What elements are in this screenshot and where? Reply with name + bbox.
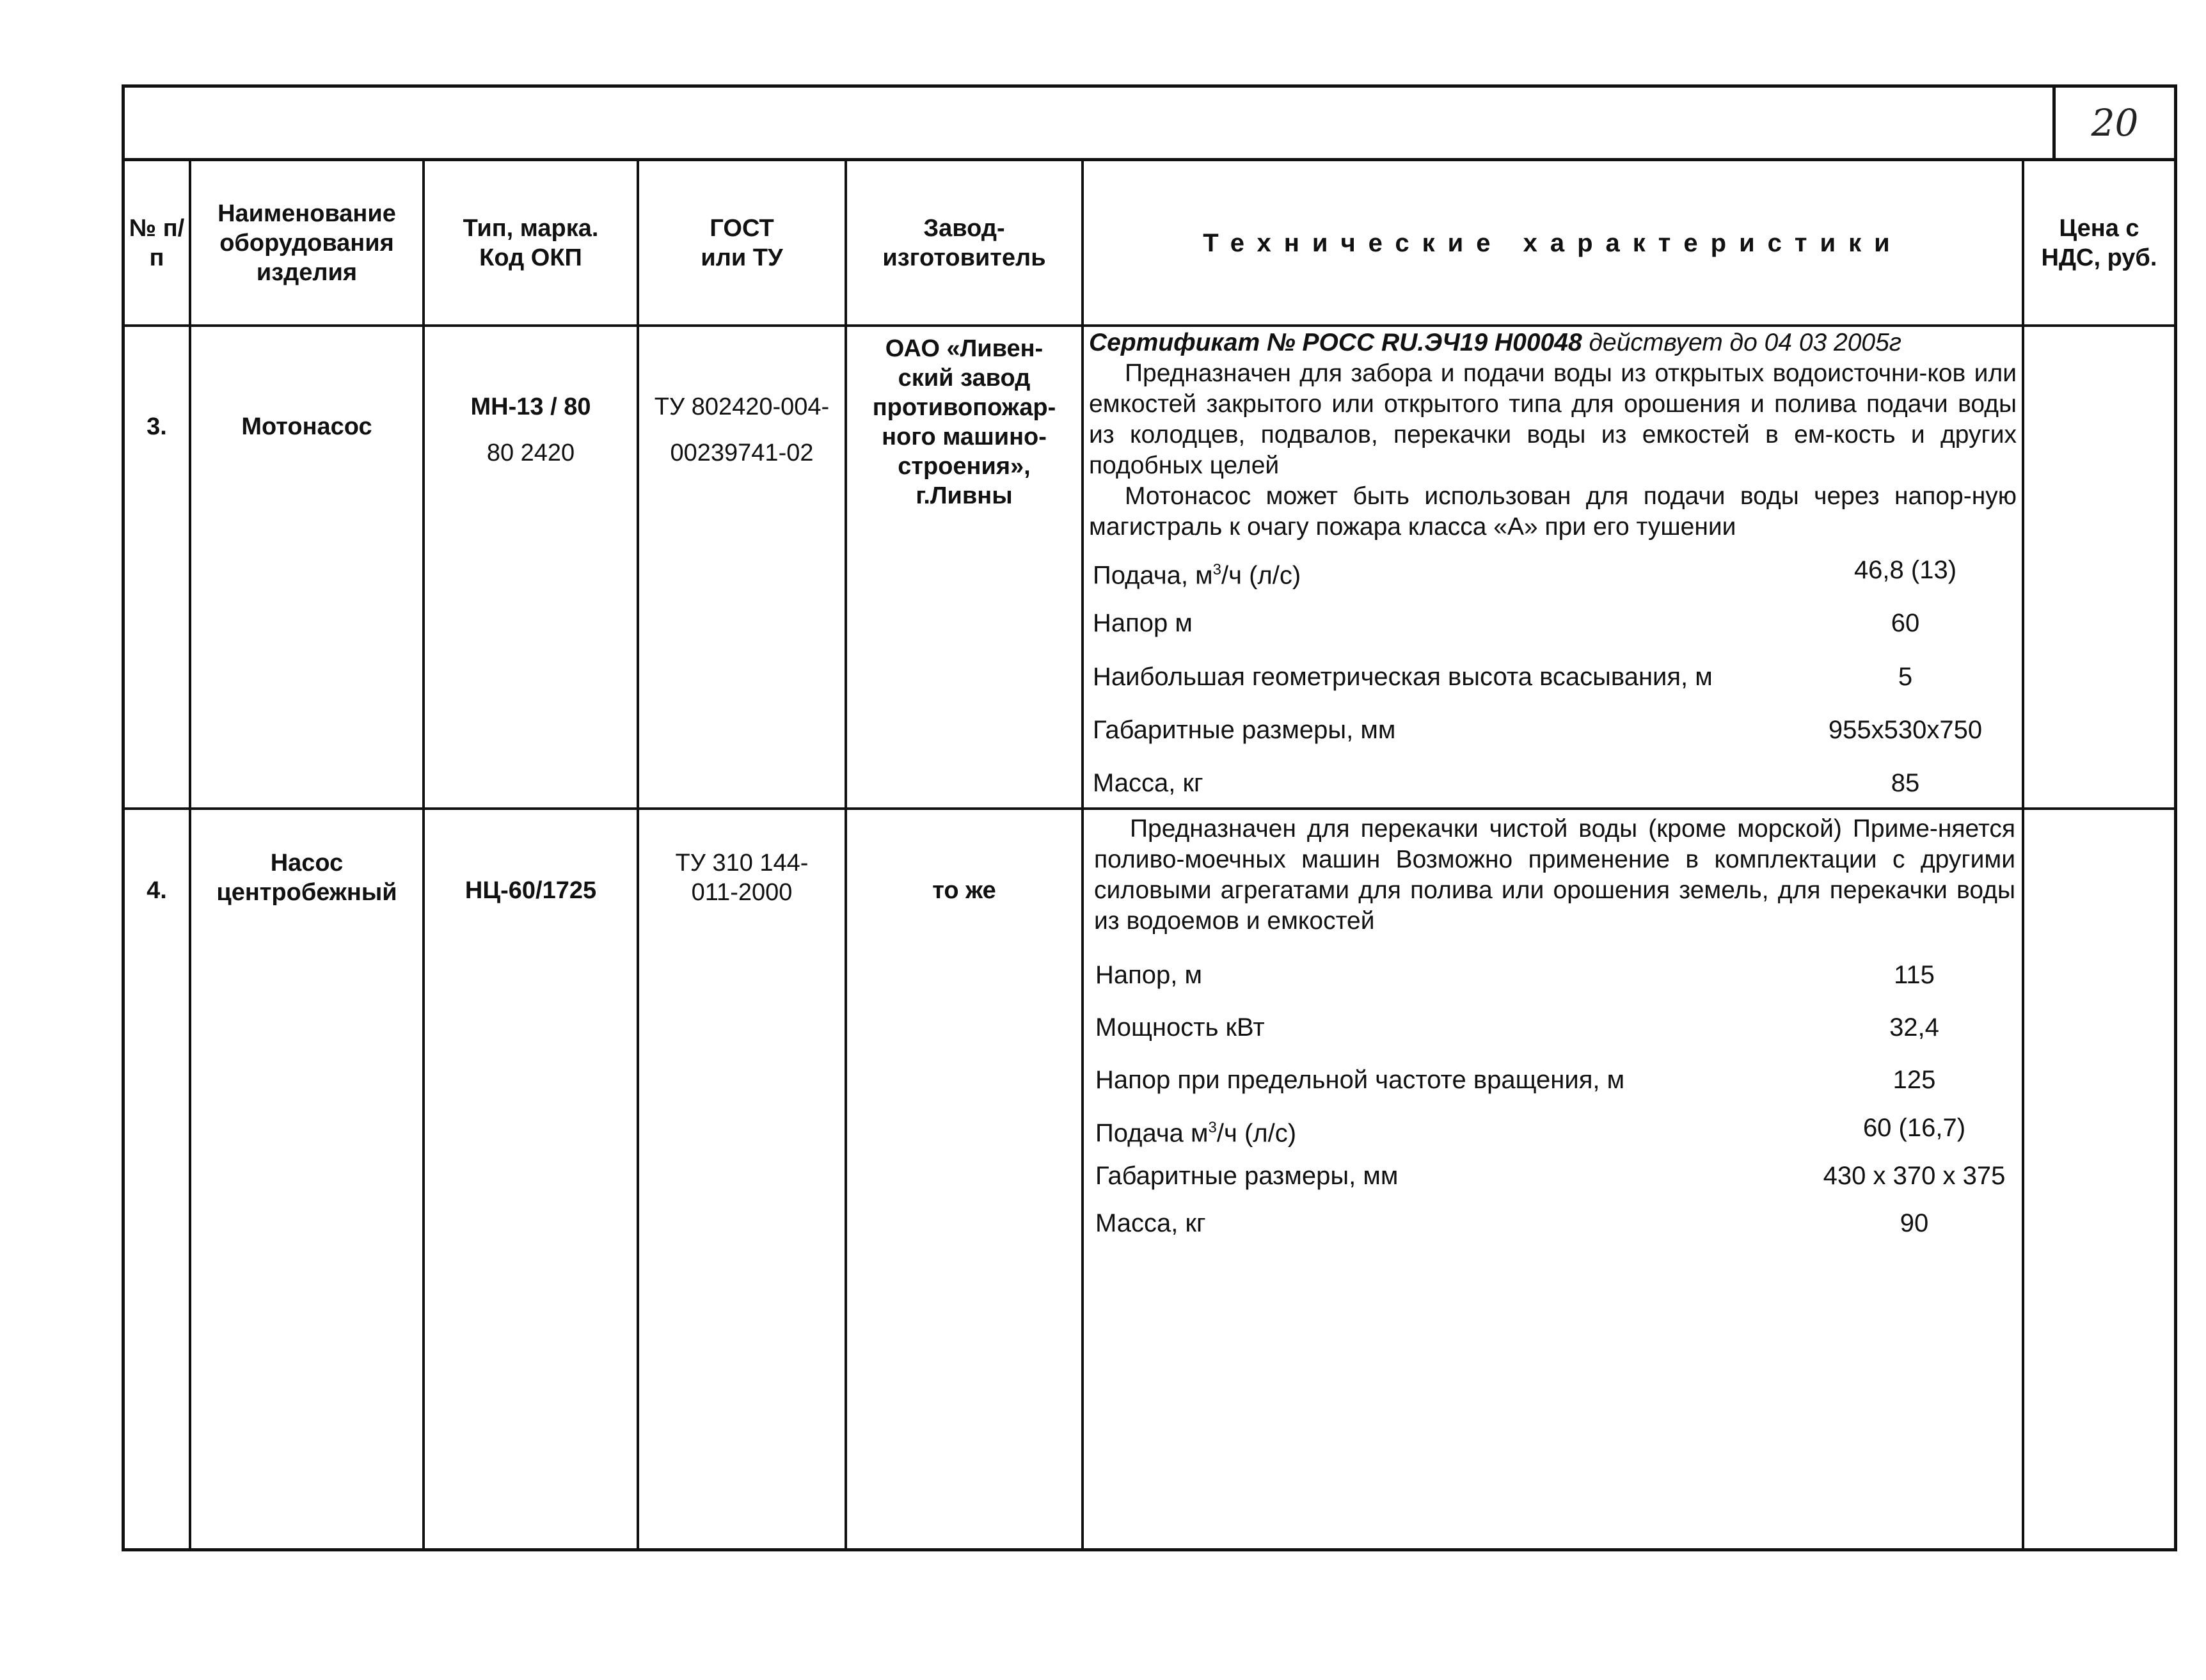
header-tech: Технические характеристики bbox=[1203, 228, 1903, 257]
header-gost: ГОСТ или ТУ bbox=[701, 214, 783, 271]
row3-description-2: Мотонасос может быть использован для подачи воды через напор-ную магистраль к очагу пожара класса «А» при его тушении bbox=[1089, 482, 2017, 541]
row3-description-1: Предназначен для забора и подачи воды из открытых водоисточни-ков или емкостей закрытого или открытого типа для орошения и полива подачи воды из колодцев, подвалов, перекачки воды из емкостей в ем-кость и других подобных целей bbox=[1089, 360, 2017, 479]
row4-num: 4. bbox=[147, 877, 167, 904]
header-num: № п/п bbox=[129, 214, 185, 271]
header-plant: Завод-изготовитель bbox=[882, 214, 1046, 271]
top-bar bbox=[125, 88, 2174, 161]
row4-spec: Напор при предельной частоте вращения, м 125 bbox=[1095, 1066, 1936, 1094]
row4-spec: Мощность кВт 32,4 bbox=[1095, 1013, 1939, 1042]
row3-type: МН-13 / 80 80 2420 bbox=[470, 393, 591, 466]
row3-spec: Масса, кг 85 bbox=[1093, 769, 1920, 797]
header-name: Наименование оборудования изделия bbox=[218, 200, 396, 286]
row3-spec: Наибольшая геометрическая высота всасывания, м 5 bbox=[1093, 663, 1913, 691]
row4-name: Насос центробежный bbox=[216, 850, 397, 906]
row4-type: НЦ-60/1725 bbox=[464, 877, 597, 904]
col-sep-6 bbox=[2022, 161, 2024, 1549]
row3-spec: Габаритные размеры, мм 955х530х750 bbox=[1093, 716, 1983, 744]
header-price: Цена с НДС, руб. bbox=[2041, 214, 2157, 271]
row4-plant: то же bbox=[932, 877, 996, 904]
row4-spec: Напор, м 115 bbox=[1095, 961, 1935, 989]
row-divider bbox=[125, 807, 2174, 810]
header-divider bbox=[125, 324, 2174, 327]
row3-plant: ОАО «Ливен-ский завод противопожар-ного машино-строения», г.Ливны bbox=[872, 335, 1056, 509]
row3-gost: ТУ 802420-004- 00239741-02 bbox=[654, 393, 830, 466]
row3-spec: Напор м 60 bbox=[1093, 609, 1920, 637]
row3-name: Мотонасос bbox=[241, 413, 372, 440]
row4-description: Предназначен для перекачки чистой воды (кроме морской) Приме-няется поливо-моечных машин Возможно применение в комплектации с другими силовыми агрегатами для полива или орошения земель, для перекачки воды из водоемов и емкостей bbox=[1094, 815, 2015, 935]
row3-certificate: Сертификат № РОСС RU.ЭЧ19 Н00048 действует до 04 03 2005г bbox=[1089, 329, 1902, 356]
col-sep-5 bbox=[1081, 161, 1084, 1549]
row3-spec: Подача, $м^3/ч$ (л/с) 46,8 (13) bbox=[1093, 556, 1957, 590]
col-sep-2 bbox=[422, 161, 425, 1549]
page-number: 20 bbox=[2052, 88, 2174, 158]
row4-gost: ТУ 310 144- 011-2000 bbox=[675, 850, 809, 906]
page-frame bbox=[122, 84, 2177, 1551]
row4-spec: Габаритные размеры, мм 430 х 370 х 375 bbox=[1095, 1162, 2006, 1190]
header-type: Тип, марка. Код ОКП bbox=[463, 214, 599, 271]
row4-spec: Масса, кг 90 bbox=[1095, 1209, 1929, 1237]
row3-num: 3. bbox=[147, 413, 167, 440]
row4-spec: Подача $м^3/ч$ (л/с) 60 (16,7) bbox=[1095, 1114, 1966, 1148]
